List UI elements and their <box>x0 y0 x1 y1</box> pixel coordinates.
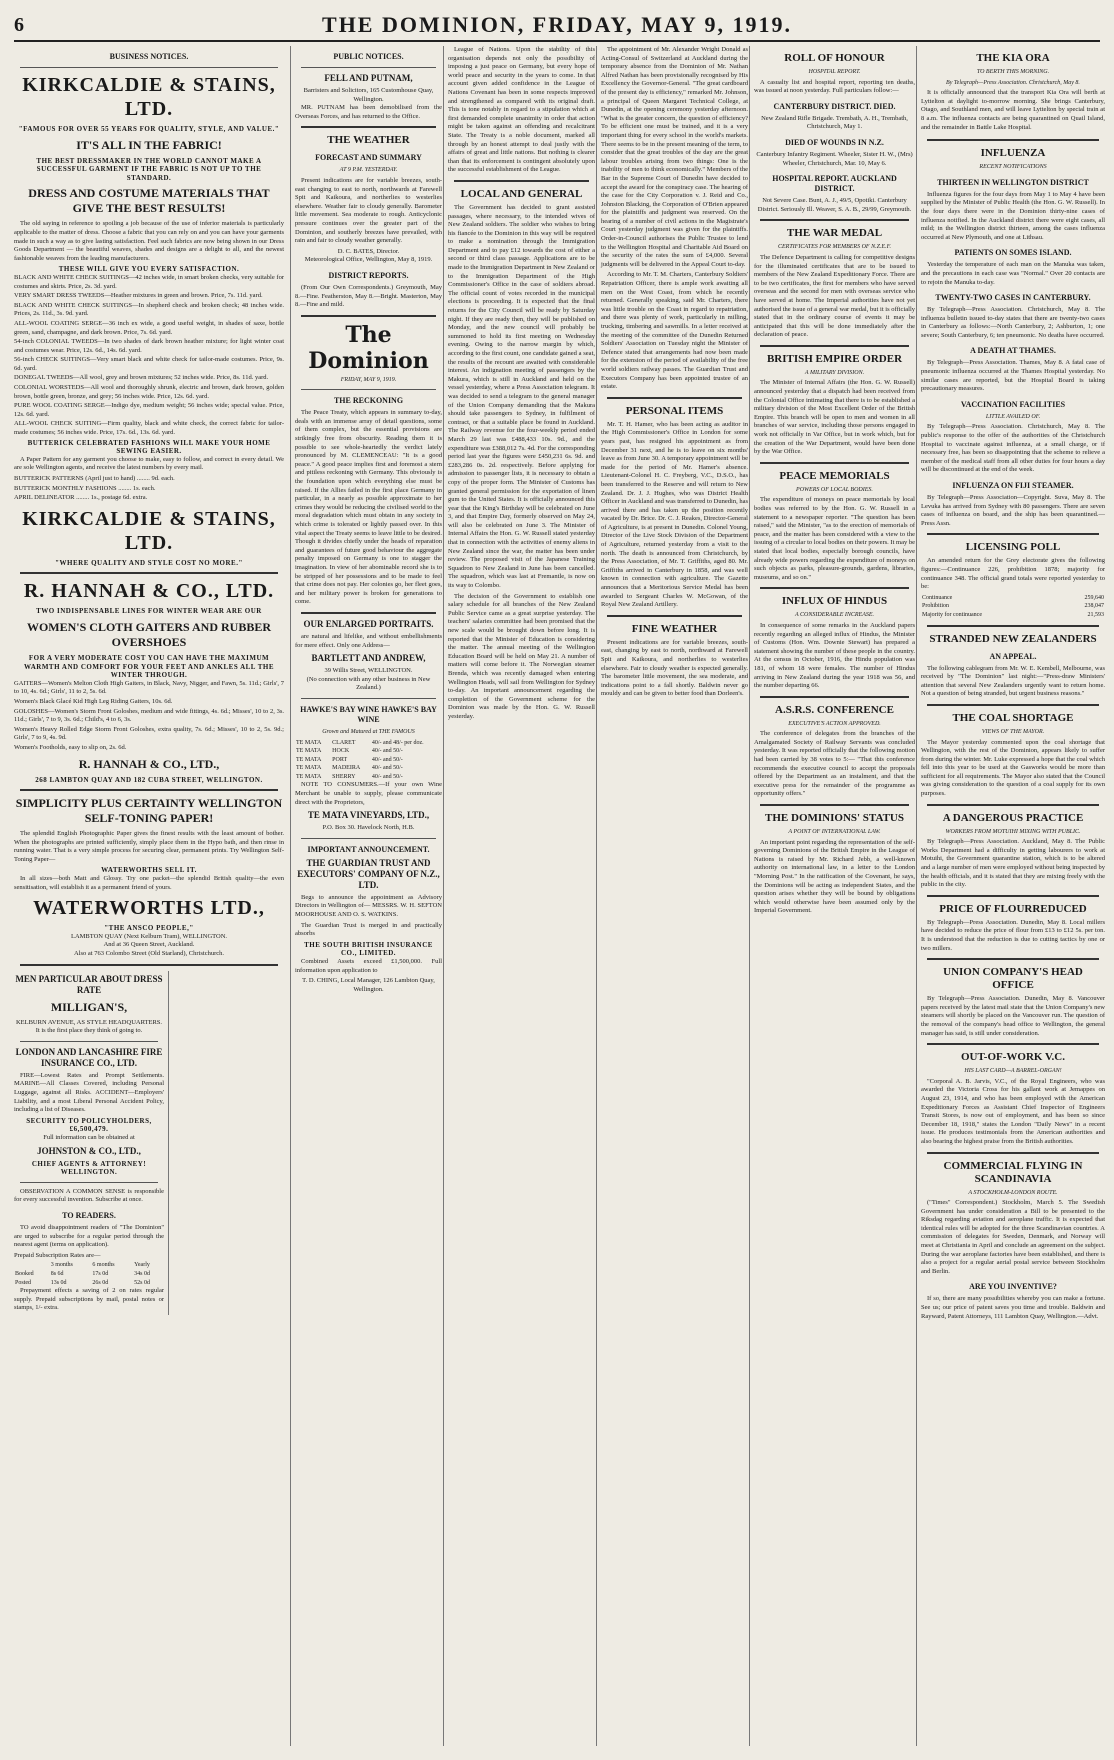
kirkcaldie-tagline: "FAMOUS FOR OVER 55 YEARS FOR QUALITY, STYLE, AND VALUE." <box>18 125 280 133</box>
hannah-address: 268 LAMBTON QUAY AND 182 CUBA STREET, WELLINGTON. <box>35 775 263 784</box>
danger-sub: WORKERS FROM MOTUIHI MIXING WITH PUBLIC. <box>945 828 1081 835</box>
milligan-heading: MEN PARTICULAR ABOUT DRESS RATE <box>15 973 163 995</box>
inventive-heading: ARE YOU INVENTIVE? <box>969 1282 1057 1292</box>
butterick-item: APRIL DELINEATOR ........ 1s., postage 6d. extra. <box>14 494 148 502</box>
table-row: Majority for continuance 21,593 <box>922 611 1104 618</box>
guardian-heading: THE GUARDIAN TRUST AND EXECUTORS' COMPANY OF N.Z., LTD. <box>297 857 440 890</box>
empire-order-sub: A MILITARY DIVISION. <box>804 369 865 376</box>
fabric-item: ALL-WOOL COATING SERGE—36 inch ex wide, a good useful weight, in shades of saxe, bottle green, sand, champagne, and dark brown. Price, 7s. 6d. yard. <box>14 319 284 336</box>
flour-heading: PRICE OF FLOURREDUCED <box>939 902 1087 915</box>
milligan-address: KELBURN AVENUE, AS STYLE HEADQUARTERS. <box>15 1018 163 1026</box>
gaiter-item: Women's Heavy Rolled Edge Storm Front Goloshes, extra quality, 7s. 6d.; Misses', 10 to 2, 5s. 9d.; Girls', 7 to 9, 4s. 9d. <box>14 725 284 742</box>
prepaid-table <box>14 1261 164 1287</box>
licensing-heading: LICENSING POLL <box>965 541 1061 554</box>
asrs-heading: A.S.R.S. CONFERENCE <box>775 703 894 716</box>
gaiters-headline: WOMEN'S CLOTH GAITERS AND RUBBER OVERSHOES <box>26 619 272 649</box>
asrs-body: The conference of delegates from the branches of the Amalgamated Society of Railway Servants was concluded yesterday. It was reported officially that the following motion had been carried by 38 votes to 5:— "That this conference recommends the executive council to accept the proposals offered by the Department as an instalment, and that the executive press for the remainder of the programme as opportunity offers." <box>754 730 915 798</box>
roll-section: CANTERBURY DISTRICT. DIED. <box>773 101 896 111</box>
danger-body: By Telegraph—Press Association. Auckland, May 8. The Public Works Department had a difficulty in getting labourers to work at Motuihi, the Government quarantine station, which is to be altered and a large number of men were employed without being inspected by the health officials, and it is stated that they are mixing freely with the public in the city. <box>921 838 1105 889</box>
prepaid-heading: Prepaid Subscription Rates are— <box>14 1251 101 1259</box>
gaiter-item: Women's Black Glacé Kid High Leg Riding Gaiters, 10s. 6d. <box>14 697 173 705</box>
fabric-item: BLACK AND WHITE CHECK SUITINGS—42 inches wide, in smart broken checks, very suitable for costumes and skirts. Price, 2s. 3d. yard. <box>14 273 284 290</box>
thames-heading: A DEATH AT THAMES. <box>970 346 1056 356</box>
bartlett-address: 39 Willis Street, WELLINGTON. <box>324 667 413 675</box>
kiaora-heading: THE KIA ORA <box>976 52 1050 64</box>
fabric-item: BLACK AND WHITE CHECK SUITINGS—In shepherd check and broken check; 48 inches wide. Prices, 2s. 11d., 3s. 9d. yard. <box>14 301 284 318</box>
johnston-agent: JOHNSTON & CO., LTD., <box>37 1145 141 1156</box>
commercial-flying-heading: COMMERCIAL FLYING IN SCANDINAVIA <box>943 1159 1083 1185</box>
page-header-title: THE DOMINION, FRIDAY, MAY 9, 1919. <box>322 12 792 37</box>
table-header-row: 3 months 6 months Yearly <box>50 1262 150 1269</box>
london-security: SECURITY TO POLICYHOLDERS, £6,500,479. <box>26 1116 152 1134</box>
satisfaction-heading: THESE WILL GIVE YOU EVERY SATISFACTION. <box>58 265 240 274</box>
gaiter-item: GAITERS—Women's Melton Cloth High Gaiters, in Black, Navy, Nigger, and Fawn, 5s. 11d.; Girls', 7 to 10, 4s. 6d.; Girls', 11 to 2, 5s. 6d. <box>14 679 284 696</box>
canterbury-cases-heading: TWENTY-TWO CASES IN CANTERBURY. <box>935 293 1091 303</box>
patients-body: Yesterday the temperature of each man on the Manuka was taken, and the precautions in each case was "Normal." Over 20 contacts are to rejoin the Manuka to-day. <box>921 261 1105 286</box>
canterbury-cases-body: By Telegraph—Press Association. Christchurch, May 8. The influenza bulletin issued to-day states that there are twenty-two cases in Canterbury as follows:—North Canterbury, 2; Ashburton, 1; one severe; South Canterbury, 6; ten pneumonic. No deaths have occurred. <box>921 306 1105 339</box>
district-reports-heading: DISTRICT REPORTS. <box>328 270 409 280</box>
kiaora-sub: TO BERTH THIS MORNING. <box>976 69 1050 75</box>
roll-honour-heading: ROLL OF HONOUR <box>784 52 885 64</box>
reckoning-heading: THE RECKONING <box>333 396 404 406</box>
section-heading: BUSINESS NOTICES. <box>109 52 189 61</box>
peace-memorials-sub: POWERS OF LOCAL BODIES. <box>796 486 873 493</box>
inventive-body: If so, there are many possibilities whereby you can make a fortune. See us; our price of patent saves you time and trouble. Baldwin and Rayward, Patent Attorneys, 111 Lambton Quay, Wellington.—Advt. <box>921 1295 1105 1320</box>
stranded-heading: STRANDED NEW ZEALANDERS <box>929 632 1097 645</box>
fabric-item: DONEGAL TWEEDS—All wool, grey and brown mixtures; 52 inches wide. Price, 8s. 11d. yard. <box>14 374 269 382</box>
hannah-brand-footer: R. HANNAH & CO., LTD., <box>78 756 220 771</box>
table-row: TE MATA SHERRY 40/- and 50/- <box>296 773 403 780</box>
licensing-body: An amended return for the Grey electorate gives the following figures:—Continuance 226, prohibition 1878; majority for continuance 348. The official grand totals were reported yesterday to be: <box>921 557 1105 591</box>
butterick-item: BUTTERICK MONTHLY FASHIONS ........ 1s. each. <box>14 484 156 492</box>
fine-weather-heading: FINE WEATHER <box>631 622 718 635</box>
coal-heading: THE COAL SHORTAGE <box>952 711 1074 724</box>
butterick-body: A Paper Pattern for any garment you choose to make, easy to follow, and correct in every detail. We are sole Wellington agents, and receive the latest numbers by every mail. <box>14 455 284 472</box>
important-heading: IMPORTANT ANNOUNCEMENT. <box>307 844 430 854</box>
dress-materials-body: The old saying in reference to spoiling a job because of the use of inferior materials is particularly applicable to the matter of dress. Choose a fabric that you can rely on and you can have your garments made in such a way as to give lasting satisfaction. Feel such fabrics are now being shown in our Dress Goods Department — the beautiful weaves, shades and designs are a delight to all, and the newest fashionable weaves from the leading manufacturers. <box>14 220 284 262</box>
bartlett-note: (No connection with any other business in New Zealand.) <box>306 675 431 692</box>
kirkcaldie-footer-tagline: "WHERE QUALITY AND STYLE COST NO MORE." <box>55 558 243 567</box>
vaccination-heading: VACCINATION FACILITIES <box>960 399 1066 409</box>
guardian-funds: Combined Assets exceed £1,500,000. Full information upon application to <box>295 958 442 974</box>
guardian-note: The Guardian Trust is merged in and practically absorbs <box>295 921 442 938</box>
waterworths-tagline: "THE ANSCO PEOPLE," <box>104 924 194 933</box>
waterworths-address: LAMBTON QUAY (Next Kelburn Tram), WELLINGTON. <box>70 932 228 940</box>
empire-order-body: The Minister of Internal Affairs (the Hon. G. W. Russell) announced yesterday that a dispatch had been received from the Colonial Office intimating that there is to be established a military division of the Most Excellent Order of the British Empire. This branch will be open to men and women in all branches of war service, including those persons engaged in work not officially in Var Office, but in work which, but for the creation of the War Department, would have been done by the War Office. <box>754 379 915 456</box>
johnston-agent-2: CHIEF AGENTS & ATTORNEY! WELLINGTON. <box>31 1159 147 1177</box>
self-toning-headline: SIMPLICITY PLUS CERTAINTY WELLINGTON SELF-TONING PAPER! <box>15 796 283 826</box>
dominions-status-sub: A POINT OF INTERNATIONAL LAW. <box>788 829 881 836</box>
personal-items-heading: PERSONAL ITEMS <box>625 404 724 417</box>
fine-weather-body: Present indications are for variable breezes, south-east, changing by east to north, northward at Farewell Spit and Kaikoura, and northerlies to westerlies elsewhere. Fair to cloudy weather is expected generally. The barometer little movement, the sea moderate, and indications point to a fall shortly. Baldwin never go mouldy and can be given to better food than Dorleen's. <box>601 638 748 698</box>
fabric-item: ALL-WOOL CHECK SUITING—Firm quality, black and white check, the correct fabric for tailor-made costumes; 56 inches wide. Price, 17s. 6d., 13s. 6d. yard. <box>14 420 284 437</box>
masthead <box>14 10 1100 42</box>
local-general-continued-2: According to Mr. T. M. Charters, Canterbury Soldiers' Repatriation Officer, there is ample work awaiting all men on the West Coast, from which he recently returned. Generally speaking, said Mr. Charters, there was little trouble on the Coast in regard to repatriation, and there was plenty of work, particularly in milling, trucking, timbering and sawmills. In a letter received at the meeting of the committee of the Dunedin Returned Soldiers' Association on Tuesday night the Minister of Defence stated that arrangements had now been made for the extension of the period of availability of the free world soldiers railway passes. The Guardian Trust and Executors Company has been appointed trustee of an estate. <box>601 271 748 391</box>
roll-honour-body: A casualty list and hospital report, reporting ten deaths, was issued at noon yesterday. Full particulars follow:— <box>754 78 915 95</box>
hindus-body: In consequence of some remarks in the Auckland papers recently regarding an alleged influx of Hindus, the Minister of Customs (Hon. Wm. Downie Stewart) has prepared a statement showing the number of these people in the country. At the census in October, 1916, the Hindu population was 181, of whom 18 were females. The number of Hindus arriving in New Zealand during the year 1918 was 56, and the number departing 66. <box>754 621 915 690</box>
fiji-steamer-heading: INFLUENZA ON FIJI STEAMER. <box>952 481 1074 490</box>
fabric-item: 54-inch COLONIAL TWEEDS—In two shades of dark brown heather mixture; for light winter coat and costumes wear. Price, 12s. 6d., 14s. 6d. yard. <box>14 338 284 354</box>
table-row: TE MATA HOCK 40/- and 50/- <box>296 748 403 755</box>
local-general-body-2: The decision of the Government to establish one salary schedule for all branches of the New Zealand Public Service came as a great surprise yesterday. The teachers' salaries committee had been promised that the new scale would be brought down before long. It is reported that the Minister of Education is considering the matter. The annual meeting of the Wellington Education Board will be held on May 21. A number of matters will come before it. The Norwegian steamer Brenda, which was recently damaged when entering Wellington Heads, will sail from Wellington for Sydney to-day. An important announcement regarding the completion of the Government scheme for the Dominion was made by the Hon. G. W. Russell yesterday. <box>448 592 595 720</box>
fell-putnam-heading: FELL AND PUTNAM, <box>324 73 413 83</box>
appeal-heading: AN APPEAL. <box>989 651 1037 661</box>
table-row: TE MATA PORT 40/- and 50/- <box>296 756 403 763</box>
fabric-list <box>14 274 284 438</box>
hannah-brand: R. HANNAH & CO., LTD. <box>23 580 275 603</box>
influenza-subheading: THIRTEEN IN WELLINGTON DISTRICT <box>937 177 1089 187</box>
top-split <box>921 46 1105 134</box>
flour-body: By Telegraph—Press Association. Dunedin, May 8. Local millers have decided to reduce the price of flour from £13 to £12 5s. per ton. It is understood that the reduction is due to cutting tactics by one or two millers. <box>921 918 1105 952</box>
kirkcaldie-brand: KIRKCALDIE & STAINS, LTD. <box>22 74 276 120</box>
influenza-heading: INFLUENZA <box>980 147 1046 160</box>
peace-memorials-heading: PEACE MEMORIALS <box>779 469 890 482</box>
roll-section: HOSPITAL REPORT. AUCKLAND DISTRICT. <box>772 174 897 194</box>
kirkcaldie-brand-footer: KIRKCALDIE & STAINS, LTD. <box>22 507 276 554</box>
gaiter-item: Women's Footholds, easy to slip on, 2s. 6d. <box>14 743 127 751</box>
self-toning-body-2: In all sizes—both Matt and Glossy. Try one packet—the splendid British quality—the even sensitisation, will establish it as a permanent friend of yours. <box>14 875 284 891</box>
forecast-body: Present indications are for variable breezes, south-east changing to east to north, northwards at Farewell Spit and Kaikoura, and northerlies to westerlies elsewhere. Weather fair to cloudy generally. Barometer little movement. Sea moderate to rough. Anticyclonic pressure continues over the greater part of the Dominion, and southerly breezes have prevailed, with rain and fair to cloudy weather generally. <box>295 176 442 245</box>
out-of-work-heading: OUT-OF-WORK V.C. <box>960 1051 1065 1064</box>
butterick-item: BUTTERICK PATTERNS (April just to hand) ........ 9d. each. <box>14 475 175 482</box>
union-body: By Telegraph—Press Association. Dunedin, May 8. Vancouver papers received by the latest mail state that the Union Company's new steamers will shortly be placed on the Vancouver run. The question of the removal of the company's head office to Wellington, the general manager has said, is still under consideration. <box>921 995 1105 1037</box>
guardian-company: THE SOUTH BRITISH INSURANCE CO., LIMITED. <box>304 940 433 958</box>
fabric-headline: IT'S ALL IN THE FABRIC! <box>76 137 222 152</box>
fiji-steamer-body: By Telegraph—Press Association—Copyright. Suva, May 8. The Levuka has arrived from Sydney with 80 passengers. There are seven cases of influenza on board, and the ship has been quarantined.—Press Assn. <box>921 494 1105 527</box>
roll-section: DIED OF WOUNDS IN N.Z. <box>785 137 884 147</box>
hindus-heading: INFLUX OF HINDUS <box>781 595 888 608</box>
coal-sub: VIEWS OF THE MAYOR. <box>981 728 1045 735</box>
wine-table <box>295 739 442 782</box>
london-note: Full information can be obtained at <box>43 1133 135 1141</box>
waterworths-address-3: Also at 763 Colombo Street (Old Starland), Christchurch. <box>73 950 225 958</box>
table-row: TE MATA MADEIRA 40/- and 50/- <box>296 765 403 772</box>
section-heading: PUBLIC NOTICES. <box>333 52 404 61</box>
forecast-office: Meteorological Office, Wellington, May 8, 1919. <box>304 256 433 264</box>
danger-heading: A DANGEROUS PRACTICE <box>942 811 1084 824</box>
coal-body: The Mayor yesterday commented upon the coal shortage that Wellington, with the rest of the Dominion, appears likely to suffer from during the winter. Mr. Luke expressed a hope that the coal which fell into this year to be used at the Gasworks would be more than sufficient for all requirements. The Mayor also stated that the Council was giving consideration to the question of a coal supply for its own purposes. <box>921 738 1105 798</box>
forecast-heading: FORECAST AND SUMMARY <box>315 153 422 163</box>
london-lancashire-heading: LONDON AND LANCASHIRE FIRE INSURANCE CO., LTD. <box>15 1046 163 1068</box>
roll-honour-sub: HOSPITAL REPORT. <box>808 69 861 75</box>
page-number: 6 <box>14 14 24 36</box>
reckoning-body: The Peace Treaty, which appears in summary to-day, deals with an immense array of detail questions, some of them complex, but the essential provisions are strikingly free from obscurity. Reading them it is possible to see whole-heartedly the verdict lately pronounced by M. CLEMENCEAU: "It is a good peace." A good peace implies first and foremost a stern and pitiless reckoning with Germany. This obviously is the foundation upon which everything else must be raised. If the Allies failed in the first place Germany in particular, in a nearly as possible approximate to her crimes they would be reducing the civilised world to the moral degradation which must obtain in any society in which crime is tolerated or lightly passed over. In this vital aspect the Treaty seems to leave little to be desired. Though it divides chiefly under the heads of reparation and guarantees of future good behaviour the aggregate penalty imposed on Germany is one to stagger the imagination. In view of her abominable record she is to be stripped of her possessions and to be made to feel that crime does not pay. Her colonies go, her fleet goes, and her military power is broken for generations to come. <box>295 409 442 606</box>
waterworths-brand: WATERWORTHS LTD., <box>33 897 265 920</box>
london-lancashire-body: FIRE—Lowest Rates and Prompt Settlements. MARINE—All Classes Covered, including Personal Luggage, against all Risks. ACCIDENT—Employers' Liability, and a most Liberal Personal Accident Policy, including a list of Diseases. <box>14 1071 164 1114</box>
guardian-signature: T. D. CHING, Local Manager, 126 Lambton Quay, Wellington. <box>302 977 435 993</box>
column-local-personal <box>596 46 748 1746</box>
hindus-sub: A CONSIDERABLE INCREASE. <box>794 612 875 619</box>
guardian-body: Begs to announce the appointment as Advisory Directors in Wellington of— MESSRS. W. H. SEFTON MOORHOUSE AND O. S. WATKINS. <box>295 893 442 919</box>
dominions-status-heading: THE DOMINIONS' STATUS <box>765 812 904 825</box>
column-editorial-local <box>443 46 595 1746</box>
gaiters-subheading: FOR A VERY MODERATE COST YOU CAN HAVE THE MAXIMUM WARMTH AND COMFORT FOR YOUR FEET AND ANKLES ALL THE WINTER THROUGH. <box>23 653 274 680</box>
table-row: TE MATA CLARET 40/- and 48/- per doz. <box>296 739 424 746</box>
kiaora-body: It is officially announced that the transport Kia Ora will berth at Lyttelton at daylight to-morrow morning. She brings Canterbury, Otago, and Southland men, and will leave Lyttelton by special train at 8 a.m. The influenza contacts are being quarantined on Quail Island, and the remainder in Battle Lake Hospital. <box>921 89 1105 131</box>
table-row: Posted 13s 0d 26s 0d 52s 0d <box>15 1279 150 1286</box>
table-row: Continuance 259,640 <box>922 594 1104 601</box>
fabric-item: COLONIAL WORSTEDS—All wool and thoroughly shrunk, electric and brown, dark brown, golden brown, bottle green, bronze, and grey; 56 inches wide. Price, 12s. 6d. yard. <box>14 384 284 400</box>
milligan-name: MILLIGAN'S, <box>50 999 128 1014</box>
waterworths-address-2: And at 36 Queen Street, Auckland. <box>103 941 195 949</box>
dateline: FRIDAY, MAY 9, 1919. <box>340 376 397 383</box>
empire-order-heading: BRITISH EMPIRE ORDER <box>766 352 903 365</box>
editorial-continued: League of Nations. Upon the stability of this organisation depends not only the possibility of imposing a just peace on Germany, but every hope of world peace and security in the years to come. In that account given added confidence in the League of Nations Covenant has been in some respects improved and strengthened as compared with its original draft. This is tone notably in regard to a stipulation which at first demanded complete unanimity in order that action might be taken against an offending and recalcitrant State. The Treaty is a noble document, marked all through by an honest attempt to deal justly with the affairs of great and little nations. But nothing is clearer than that its enforcement is contingent absolutely upon the successful establishment of the League. <box>448 46 595 174</box>
fell-putnam-sub: Barristers and Solicitors, 165 Customhouse Quay, Wellington. <box>303 87 434 103</box>
kiaora-byline: By Telegraph—Press Association. Christchurch, May 8. <box>946 79 1080 86</box>
vaccination-body: By Telegraph—Press Association. Christchurch, May 8. The public's response to the offer of the authorities of the Christchurch Hospital to vaccinate against influenza, at a small charge, or if necessary free, has been so disappointing that the scheme to relieve a member of the medical staff from all other duties for four hours a day will be discontinued at the end of the week. <box>921 423 1105 474</box>
fabric-intro: THE BEST DRESSMAKER IN THE WORLD CANNOT MAKE A SUCCESSFUL GARMENT IF THE FABRIC IS NOT UP TO THE STANDARD. <box>36 156 262 182</box>
forecast-signature: D. C. BATES, Director. <box>337 247 400 255</box>
te-mata-address: P.O. Box 30. Havelock North, H.B. <box>322 824 415 832</box>
dominion-flag: The Dominion <box>308 321 429 374</box>
commercial-flying-sub: A STOCKHOLM-LONDON ROUTE. <box>968 1189 1058 1196</box>
patients-heading: PATIENTS ON SOMES ISLAND. <box>954 248 1072 258</box>
waterworths-sell: WATERWORTHS SELL IT. <box>101 866 197 875</box>
dominions-status-body: An important point regarding the representation of the self-governing Dominions of the British Empire in the League of Nations is raised by Mr. Richard Jebb, a well-known authority on international law, in a letter to the London "Morning Post." In the ratification of the Covenant, he says, the Dominions will be acting as independent States, and the question arises whether they will be bound by obligations which would otherwise have been assumed only by the Imperial Government. <box>754 838 915 915</box>
readers-body: TO avoid disappointment readers of "The Dominion" are urged to subscribe for a regular period through the nearest agent (terms on application). <box>14 1223 164 1249</box>
milligan-note: It is the first place they think of going to. <box>35 1027 143 1035</box>
table-row: Prohibition 238,047 <box>922 603 1104 610</box>
readers-heading: TO READERS. <box>62 1210 116 1220</box>
bartlett-name: BARTLETT AND ANDREW, <box>311 653 426 664</box>
local-general-continued: The appointment of Mr. Alexander Wright Donald as Acting-Consul of Switzerland at Auckland during the temporary absence from the Dominion of Mr. Nathan Alfred Nathan has been provisionally recognised by His Excellency the Governor-General. "The great cardboard of the present day is efficiency," remarked Mr. Johnson, a principal of Queen Margaret Technical College, at Dunedin, at the opening ceremony yesterday afternoon. "What is the greater concern, the question of efficiency? To be efficient one must be trained, and it is a very important thing for every school in the world's markets. There seems to be in the present meaning of the term, to consider that the great troubles of the day are the great labour troubles arising from two things: One is the inability of men to think economically." Members of the Bar in the Supreme Court of Dunedin have decided to accept the award for the conspiracy case. The hearing of the case for the City Corporation v. J. Reid and Co., Johnston Blacking, the Corporation of O'Brien appeared for the plaintiffs and judgment was reserved. On the hearing of a number of civil actions in the Magistrate's Court yesterday judgment was given for the plaintiffs. Order-in-Council authorises the Public Trustee to lend to the Wellington Hospital and Charitable Aid Board on the security of the rates the sum of £4,000. Several judgments will be delivered in the Appeal Court to-day. <box>601 46 748 268</box>
commercial-flying-body: ("Times" Correspondent.) Stockholm, March 5. The Swedish Government has under consideration a Bill to be presented to the Riksdag regarding aviation and aeroplane traffic. It is expected that identical rules will be adopted for the three Scandinavian countries. A commission of delegates for Sweden, Denmark, and Norway will meet at Christiania in April and conclude an agreement on the subject. During the war aeroplane factories have been established, and there is also a project for a regular aerial postal service between Stockholm and Berlin. <box>921 1199 1105 1275</box>
wine-note: NOTE TO CONSUMERS.—If your own Wine Merchant be unable to supply, please communicate direct with the Proprietors, <box>295 781 442 806</box>
column-business-notices <box>14 46 284 1746</box>
thames-body: By Telegraph—Press Association. Thames, May 8. A fatal case of pneumonic influenza occurred at the Thames Hospital yesterday. No similar cases are reported, but the Hospital Board is taking precautionary measures. <box>921 359 1105 393</box>
war-medal-body: The Defence Department is calling for competitive designs for the illuminated certificates that are to be issued to members of the New Zealand Expeditionary Force. There are to be two certificates, the first for members who have served overseas and the second for men with overseas service who have served at home. The Imperial authorities have not yet authorised the issue of a general war medal, but it is officially stated that in the ordinary course of events it may be anticipated that this will be done immediately after the declaration of peace. <box>754 253 915 339</box>
war-medal-heading: THE WAR MEDAL <box>786 227 883 240</box>
influenza-sub: RECENT NOTIFICATIONS <box>979 164 1047 171</box>
local-general-heading: LOCAL AND GENERAL <box>460 187 583 200</box>
out-of-work-body: "Corporal A. B. Jarvis, V.C., of the Royal Engineers, who was awarded the Victoria Cross for his gallant work at Jemappes on August 23, 1914, and who has been employed with the American Expeditionary Forces as Assistant Chief Inspector of Engineers Transit Stores, is now out of employment, and has been so since December 18, 1918," states the London "Daily News" in a recent issue. He produces testimonials from the American authorities and also bearing the highest praise from the British authorities. <box>921 1077 1105 1145</box>
dress-materials-headline: DRESS AND COSTUME MATERIALS THAT GIVE THE BEST RESULTS! <box>28 186 270 216</box>
peace-memorials-body: The expenditure of moneys on peace memorials by local bodies was referred to by the Hon. G. W. Russell in a statement to a newspaper reporter. "The question has been raised," said the Minister, "as to the erection of memorials of peace, and the matter has been considered with a view to the issuing of a circular to local bodies on their powers. It may be stated that local bodies, especially borough councils, have already wide powers regarding the expenditure of moneys on such objects as parks, pleasure-grounds, gardens, libraries, museums, and so on." <box>754 496 915 581</box>
portraits-heading: OUR ENLARGED PORTRAITS. <box>303 618 434 629</box>
stranded-body: The following cablegram from Mr. W. E. Kembell, Melbourne, was received by "The Dominion" last night:—"Press-draw Ministers' attention that several New Zealanders urgently want to return home. Not a question of being stranded, but urgent business reasons." <box>921 664 1105 698</box>
column-news-1 <box>749 46 915 1746</box>
self-toning-body: The splendid English Photographic Paper gives the finest results with the least amount of bother. When the photographs are printed sufficiently, simply place them in the Hypo bath, and then rinse in running water. That is a very simple process for securing clear, permanent prints. Try Wellington Self-Toning Paper— <box>14 830 284 863</box>
wine-heading: HAWKE'S BAY WINE HAWKE'S BAY WINE <box>300 704 437 724</box>
gaiter-item: GOLOSHES—Women's Storm Front Goloshes, medium and wide fittings, 4s. 6d.; Misses', 10 to 2, 3s. 11d.; Girls', 7 to 9, 3s. 6d.; Child's, 4 to 6, 3s. <box>14 707 284 724</box>
union-heading: UNION COMPANY'S HEAD OFFICE <box>943 966 1083 992</box>
personal-items-body: Mr. T. H. Hamer, who has been acting as auditor in the High Commissioner's Office in London for some years past, has resigned his appointment as from December 31 next, and he is to leave on six months' leave as from June 30. A temporary appointment will be made for the period of Mr. Hamer's absence. Lieutenant-Colonel H. C. Freyberg, V.C., D.S.O., has been transferred to the Reserve and will return to New Zealand. Dr. J. J. Hughes, who was District Health Officer in Auckland and was transferred to Dunedin, has arrived there and has taken up the position recently vacated by Dr. Brice. Dr. C. J. Reakes, Director-General of Agriculture, is at present in Dunedin. Colonel Young, Director of the Live Stock Division of the Department of Agriculture, returned yesterday from a visit to the north. The death is announced from Christchurch, by the Press Association, of Mr. T. Griffiths, aged 80. Mr. Griffiths arrived in Canterbury in 1858, and was well known in connection with agriculture. The Gazette announces that a Meritorious Service Medal has been awarded to Sergeant Charles W. McGowan, of the Royal New Zealand Artillery. <box>601 420 748 609</box>
roll-entry: New Zealand Rifle Brigade. Trembath, A. H., Trembath, Christchurch, May 1. <box>761 114 908 131</box>
fabric-item: 56-inch CHECK SUITINGS—Very smart black and white check for tailor-made costumes. Price, 9s. 6d. yard. <box>14 356 284 372</box>
licensing-table <box>921 594 1105 620</box>
roll-entry: Not Severe Case. Bunt, A. J., 49/5, Opotiki. Canterbury District. Seriously Ill. Weaver, S. A. B., 29/99, Greymouth. <box>757 197 912 213</box>
portraits-body: are natural and lifelike, and without embellishments for mere effect. Only one Address— <box>295 632 442 649</box>
war-medal-sub: CERTIFICATES FOR MEMBERS OF N.Z.E.F. <box>778 244 891 251</box>
prepaid-note: Prepayment effects a saving of 2 on rates regular supply. Prepaid subscriptions by mail, postal notes or stamps, 1/- extra. <box>14 1287 164 1312</box>
influenza-body: Influenza figures for the four days from May 1 to May 4 have been supplied by the Minister of Public Health (the Hon. G. W. Russell). In the four days there were in the Dominion thirty-nine cases of influenza notified. In the Auckland district there were eight cases, all mild; in the Wellington district thirteen, among the cases influenza occurred at New Plymouth, and one at Lithsau. <box>921 190 1105 241</box>
hannah-tagline: TWO INDISPENSABLE LINES FOR WINTER WEAR ARE OUR <box>36 607 262 616</box>
roll-entry: Canterbury Infantry Regiment. Wheeler, Sister H. W., (Mrs) Wheeler, Christchurch, Mar. 10, May 6. <box>756 150 913 167</box>
sub-column-left <box>14 971 169 1315</box>
fabric-item: VERY SMART DRESS TWEEDS—Heather mixtures in green and brown. Price, 7s. 11d. yard. <box>14 292 263 300</box>
district-reports-body: (From Our Own Correspondents.) Greymouth, May 8.—Fine. Featherston, May 8.—Bright. Masterton, May 8.—Fine and mild. <box>295 283 442 309</box>
butterick-heading: BUTTERICK CELEBRATED FASHIONS WILL MAKE YOUR HOME SEWING EASIER. <box>27 438 271 456</box>
te-mata-name: TE MATA VINEYARDS, LTD., <box>307 810 430 821</box>
out-of-work-sub: HIS LAST CARD—A BARREL-ORGAN! <box>964 1068 1062 1075</box>
observation-notice: OBSERVATION A COMMON SENSE is responsible for every successful invention. Subscribe at once. <box>14 1187 164 1204</box>
table-row: Booked 8s 6d 17s 0d 34s 0d <box>15 1270 150 1277</box>
column-public-notices <box>290 46 442 1746</box>
wine-subheading: Grown and Matured at THE FAMOUS <box>322 728 415 735</box>
weather-heading: THE WEATHER <box>327 134 410 147</box>
column-news-2 <box>916 46 1105 1746</box>
asrs-sub: EXECUTIVE'S ACTION APPROVED. <box>788 720 881 727</box>
fell-putnam-body: MR. PUTNAM has been demobilised from the Overseas Forces, and has returned to the Office. <box>295 104 442 120</box>
fabric-item: PURE WOOL COATING SERGE—Indigo dye, medium weight; 56 inches wide; special value. Price, 12s. 6d. yard. <box>14 402 284 418</box>
forecast-time: AT 9 P.M. YESTERDAY. <box>339 167 398 174</box>
vaccination-sub: LITTLE AVAILED OF. <box>985 413 1041 420</box>
local-general-body: The Government has decided to grant assisted passages, where necessary, to the intended wives of New Zealand soldiers. The soldier who wishes to bring his fiancée to the Dominion in this way will be required to make a nomination through the Immigration Department and to pay £12 towards the cost of either a second or third class passage. Applications are to be made to the Immigration Department in New Zealand or to the Immigration Department of the High Commissioner's Office in the case of soldiers abroad. The official count of votes recorded in the municipal elections is proceeding. It is expected that the final returns for the City Council will be ready by Saturday night. If they are ready then, they will be published on Monday, and the new council will probably be summoned to hold its first meeting on Wednesday evening. Owing to the narrow margin by which, according to the first count, one candidate gained a seat, the results of the recount are awaited with considerable interest. An indignation meeting of passengers by the Makura, which is still in Auckland and held on the vessel yesterday, where a Press Association telegram. It was decided to send a telegram to the general manager of the Union Company demanding that the Makura should take passengers to Sydney, in fulfilment of contract, or that a suitable place be found in Auckland. The Railway revenue for the four-weekly period ended March 29 last was £488,433 10s. 9d., and the expenditure was £388,012 7s. 4d. For the corresponding period last year the figures were £450,231 6s. 9d. and £283,286 0s. 2d. respectively. Before applying for admission to passenger lists, it is necessary to obtain a copy of the proper form. The Minister of Customs has granted general permission for the exportation of linen gum to the United States. It is officially announced this year that the King's Birthday will be celebrated on June 3, and that Empire Day, formerly observed on May 24, will also be celebrated on June 3. The Minister of Internal Affairs the Hon. G. W. Russell stated yesterday that in connection with the activities of enemy aliens in New Zealand since the war, the matter has been under review. The proposed visit of the Japanese Training Squadron to New Zealand in June has been cancelled. The squadron, which was last at Fremantle, is now on its way to Colombo. <box>448 203 595 590</box>
kiaora-block <box>921 46 1105 134</box>
